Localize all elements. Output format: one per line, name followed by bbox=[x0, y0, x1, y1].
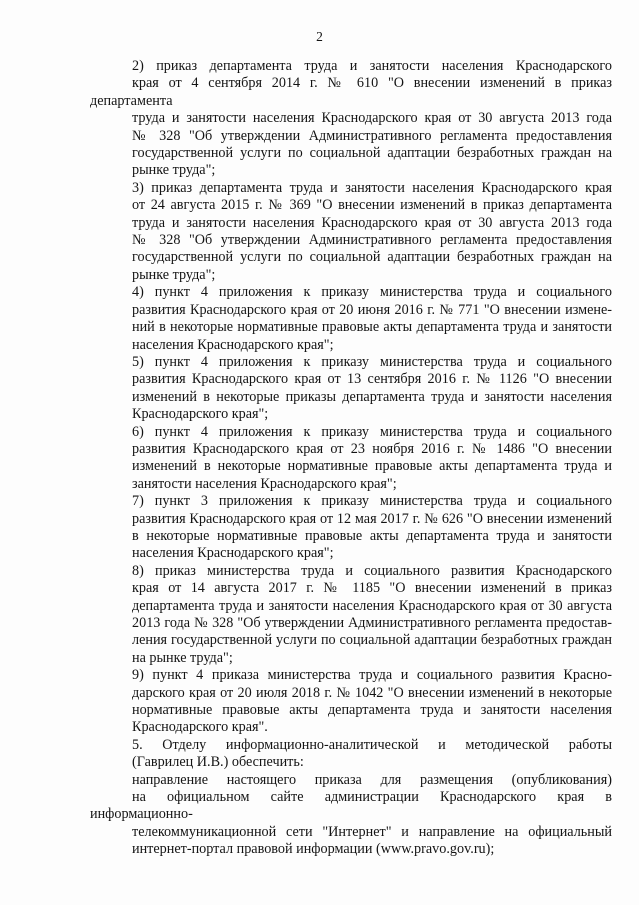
paragraph bbox=[90, 737, 612, 772]
paragraph bbox=[90, 563, 612, 667]
text-line: занятости населения Краснодарского края"; bbox=[132, 475, 397, 492]
paragraph bbox=[90, 667, 612, 737]
text-line: 8) приказ министерства труда и социального развития Краснодарского bbox=[132, 562, 612, 579]
text-line: интернет-портал правовой информации (www.pravo.gov.ru); bbox=[132, 841, 495, 858]
text-line: ления государственной услуги по социальной адаптации безработных граждан bbox=[132, 632, 612, 649]
text-line: 2) приказ департамента труда и занятости населения Краснодарского bbox=[132, 58, 612, 74]
text-line: 7) пункт 3 приложения к приказу министерства труда и социального bbox=[132, 493, 612, 510]
paragraph bbox=[90, 772, 612, 859]
text-line: 5. Отделу информационно-аналитической и методической работы bbox=[132, 736, 612, 753]
text-line: развития Краснодарского края от 20 июня 2016 г. № 771 "О внесении измене- bbox=[132, 301, 612, 318]
text-line: направление настоящего приказа для размещения (опубликования) bbox=[132, 771, 612, 788]
text-line: края от 4 сентября 2014 г. № 610 "О внесении изменений в приказ департамента bbox=[90, 75, 612, 109]
text-line: телекоммуникационной сети "Интернет" и направление на официальный bbox=[132, 823, 612, 840]
text-line: изменений в некоторые нормативные правовые акты департамента труда и bbox=[132, 458, 612, 475]
text-line: 3) приказ департамента труда и занятости населения Краснодарского края bbox=[132, 179, 612, 196]
text-line: развития Краснодарского края от 12 мая 2017 г. № 626 "О внесении изменений bbox=[132, 510, 612, 527]
paragraph bbox=[90, 58, 612, 180]
text-line: государственной услуги по социальной адаптации безработных граждан на bbox=[132, 145, 612, 162]
text-line: труда и занятости населения Краснодарского края от 30 августа 2013 года bbox=[132, 110, 612, 127]
text-line: на официальном сайте администрации Краснодарского края в информационно- bbox=[90, 789, 612, 823]
text-line: на рынке труда"; bbox=[132, 649, 233, 666]
document-body bbox=[90, 58, 612, 859]
page-number: 2 bbox=[316, 29, 323, 44]
paragraph bbox=[90, 424, 612, 494]
text-line: населения Краснодарского края"; bbox=[132, 336, 334, 353]
text-line: от 24 августа 2015 г. № 369 "О внесении изменений в приказ департамента bbox=[132, 197, 612, 214]
text-line: Краснодарского края". bbox=[132, 719, 268, 736]
text-line: развития Краснодарского края от 13 сентября 2016 г. № 1126 "О внесении bbox=[132, 371, 612, 388]
paragraph bbox=[90, 354, 612, 424]
text-line: 9) пункт 4 приказа министерства труда и социального развития Красно- bbox=[132, 667, 612, 684]
paragraph bbox=[90, 493, 612, 563]
text-line: развития Краснодарского края от 23 ноября 2016 г. № 1486 "О внесении bbox=[132, 440, 612, 457]
text-line: государственной услуги по социальной адаптации безработных граждан на bbox=[132, 249, 612, 266]
text-line: нормативные правовые акты департамента труда и занятости населения bbox=[132, 702, 612, 719]
paragraph bbox=[90, 180, 612, 284]
text-line: труда и занятости населения Краснодарского края от 30 августа 2013 года bbox=[132, 214, 612, 231]
text-line: края от 14 августа 2017 г. № 1185 "О внесении изменений в приказ bbox=[132, 580, 612, 597]
text-line: № 328 "Об утверждении Административного регламента предоставления bbox=[132, 232, 612, 249]
text-line: 6) пункт 4 приложения к приказу министерства труда и социального bbox=[132, 423, 612, 440]
text-line: 2013 года № 328 "Об утверждении Административного регламента предостав- bbox=[132, 615, 612, 631]
text-line: рынке труда"; bbox=[132, 162, 216, 179]
text-line: № 328 "Об утверждении Административного регламента предоставления bbox=[132, 127, 612, 144]
text-line: рынке труда"; bbox=[132, 266, 216, 283]
text-line: департамента труда и занятости населения Краснодарского края от 30 августа bbox=[132, 597, 612, 614]
text-line: 5) пункт 4 приложения к приказу министерства труда и социального bbox=[132, 353, 612, 370]
text-line: изменений в некоторые приказы департамента труда и занятости населения bbox=[132, 388, 612, 405]
text-line: Краснодарского края"; bbox=[132, 406, 269, 423]
text-line: 4) пункт 4 приложения к приказу министерства труда и социального bbox=[132, 284, 612, 301]
text-line: населения Краснодарского края"; bbox=[132, 545, 334, 562]
text-line: в некоторые нормативные правовые акты департамента труда и занятости bbox=[132, 527, 612, 544]
text-line: ний в некоторые нормативные правовые акты департамента труда и занятости bbox=[132, 319, 612, 336]
text-line: дарского края от 20 июля 2018 г. № 1042 "О внесении изменений в некоторые bbox=[132, 684, 612, 701]
paragraph bbox=[90, 284, 612, 354]
text-line: (Гаврилец И.В.) обеспечить: bbox=[132, 754, 304, 771]
